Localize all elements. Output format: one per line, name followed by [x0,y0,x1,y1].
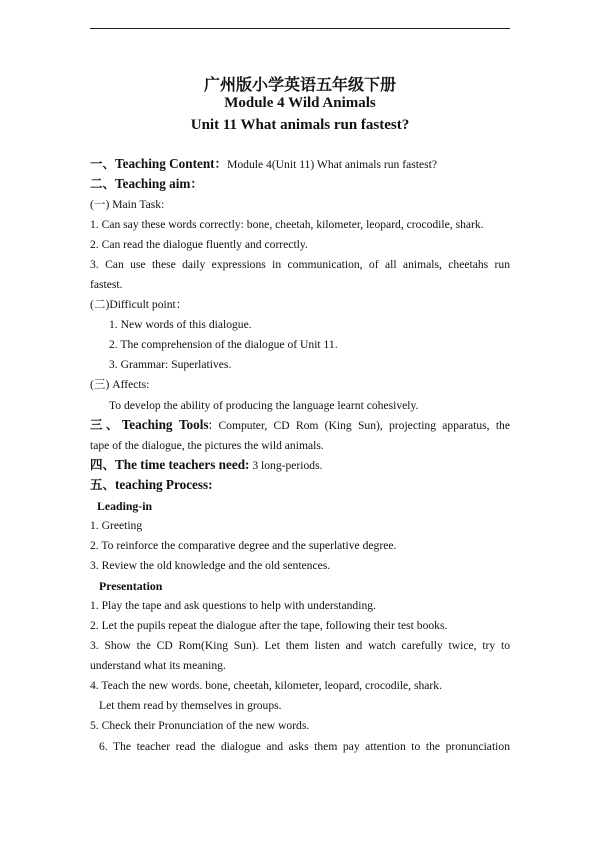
presentation-item: 1. Play the tape and ask questions to help with understanding. [90,599,376,612]
process-heading [90,478,510,492]
presentation-item: 6. The teacher read the dialogue and asks them pay attention to the pronunciation [99,740,510,753]
difficult-point-item: 1. New words of this dialogue. [109,318,252,331]
presentation-item: 2. Let the pupils repeat the dialogue after the tape, following their test books. [90,619,448,632]
section-number: 二、 [90,176,116,191]
section-label: Teaching Content [115,156,215,171]
title-chinese: 广州版小学英语五年级下册 [203,75,396,94]
unit-title: Unit 11 What animals run fastest? [190,117,410,133]
teaching-content-text: Module 4(Unit 11) What animals run fastest? [227,158,437,171]
colon: ： [214,156,228,171]
time-heading [90,458,510,473]
teaching-tools-text: Computer, CD Rom (King Sun), projecting apparatus, the [212,419,510,432]
section-label: teaching Process: [115,477,213,492]
main-task-item: 1. Can say these words correctly: bone, cheetah, kilometer, leopard, crocodile, shark. [90,218,484,231]
leading-in-item: 2. To reinforce the comparative degree and the superlative degree. [90,539,397,552]
difficult-point-item: 3. Grammar: Superlatives. [109,358,232,371]
presentation-item: understand what its meaning. [90,659,226,672]
main-task-item: fastest. [90,278,123,291]
section-number: 五、 [90,477,116,492]
teaching-tools-text-cont: tape of the dialogue, the pictures the wild animals. [90,439,324,452]
difficult-point-heading: (二)Difficult point： [90,298,188,311]
section-number: 一、 [90,156,116,171]
section-label: The time teachers need: [115,457,250,472]
main-task-item: 3. Can use these daily expressions in communication, of all animals, cheetahs run [90,258,510,271]
teaching-content-heading [90,157,510,172]
difficult-point-item: 2. The comprehension of the dialogue of Unit 11. [109,338,338,351]
section-number: 三、 [90,417,122,432]
presentation-item: Let them read by themselves in groups. [99,699,282,712]
presentation-item: 3. Show the CD Rom(King Sun). Let them listen and watch carefully twice, try to [90,639,510,652]
header-rule [90,28,510,29]
colon: ： [190,176,203,191]
colon: : [208,417,213,432]
time-text: 3 long-periods. [249,459,323,472]
leading-in-heading: Leading-in [97,499,153,513]
presentation-item: 5. Check their Pronunciation of the new words. [90,719,310,732]
leading-in-item: 1. Greeting [90,519,143,532]
section-label: Teaching aim [115,176,191,191]
affects-text: To develop the ability of producing the language learnt cohesively. [109,399,419,412]
section-label: Teaching Tools [121,417,209,432]
main-task-heading: (一) Main Task: [90,198,165,211]
main-task-item: 2. Can read the dialogue fluently and correctly. [90,238,308,251]
teaching-tools-heading [90,418,510,433]
affects-heading: (三) Affects: [90,378,150,391]
section-number: 四、 [90,457,116,472]
presentation-heading: Presentation [99,579,163,593]
presentation-item: 4. Teach the new words. bone, cheetah, kilometer, leopard, crocodile, shark. [90,679,442,692]
module-title: Module 4 Wild Animals [224,95,376,111]
teaching-aim-heading [90,177,510,191]
leading-in-item: 3. Review the old knowledge and the old sentences. [90,559,331,572]
